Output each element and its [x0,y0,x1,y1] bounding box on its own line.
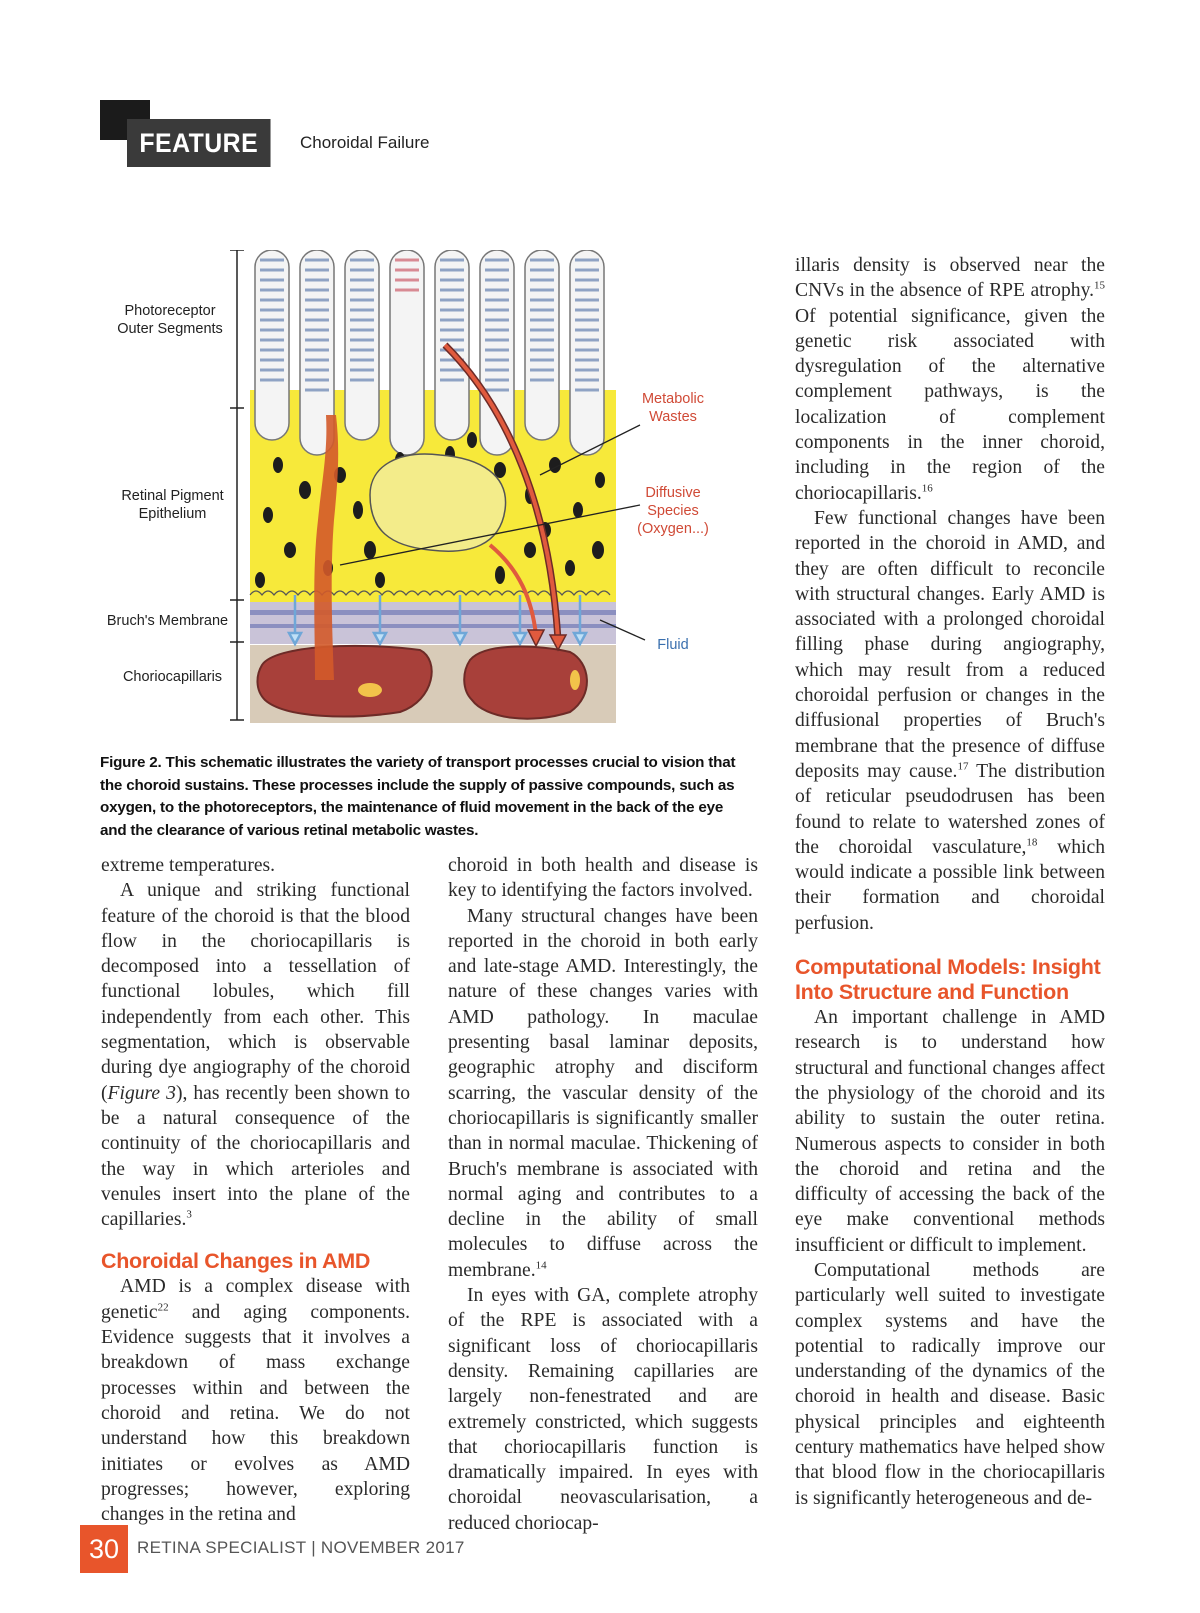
citation: 22 [157,1301,169,1314]
citation: 16 [921,482,933,495]
paragraph: Many structural changes have been reported in the choroid in both early and late-stage AMD. Interestingly, the nature of these changes varies with AMD pathology. In maculae presenting basal laminar deposits, geographic atrophy and disciform scarring, the vascular density of the choriocapillaris is significantly smaller than in normal maculae. Thickening of Bruch's membrane is associated with normal aging and contributes to a decline in the ability of small molecules to diffuse across the membrane.$^{14}$ [448,905,758,1281]
section-badge: FEATURE [127,119,271,167]
paragraph: An important challenge in AMD research is to understand how structural and functional changes affect the physiology of the choroid and its ability to sustain the outer retina. Numerous aspects to consider in both the choroid and retina and the difficulty of accessing the back of the eye make conventional methods insufficient or difficult to implement. [795,1007,1105,1256]
paragraph: illaris density is observed near the CNVs in the absence of RPE atrophy.$^{15}$ Of potential significance, given the genetic risk associated with dysregulation of the alternative complement pathways, is the localization of complement components in the inner choroid, including in the region of the choriocapillaris.$^{16}$ [795,255,1105,504]
paragraph: extreme temperatures. [101,855,276,876]
page-number: 30 [80,1525,128,1573]
paragraph: Computational methods are particularly well suited to investigate complex systems and have the potential to radically improve our understanding of the dynamics of the choroid in health and disease. Basic physical principles and eighteenth century mathematics have helped show that blood flow in the choriocapillaris is significantly heterogeneous and de- [795,1259,1105,1509]
citation: 17 [957,760,969,773]
paragraph: Few functional changes have been reported in the choroid in AMD, and they are often difficult to reconcile with structural changes. Early AMD is associated with a prolonged choroidal filling phase during angiography, which may result from a reduced choroidal perfusion or changes in the diffusional properties of Bruch's membrane that the presence of diffuse deposits may cause.$^{17}$ The distribution of reticular pseudodrusen has been found to relate to watershed zones of the choroidal vasculature,$^{18}$ which would indicate a possible link between their formation and choroidal perfusion. [795,507,1105,934]
paragraph: In eyes with GA, complete atrophy of the RPE is associated with a significant loss of choriocapillaris density. Remaining capillaries are largely non-fenestrated and are extremely constricted, which suggests that choriocapillaris function is dramatically impaired. In eyes with choroidal neovascularisation, a reduced choriocap- [448,1285,758,1534]
figure-caption: Figure 2. This schematic illustrates the variety of transport processes crucial to vision that the choroid sustains. These processes include the supply of passive compounds, such as oxygen, to the photoreceptors, the maintenance of fluid movement in the back of the eye and the clearance of various retinal metabolic wastes. [100,754,736,839]
paragraph: AMD is a complex disease with genetic$^{22}$ and aging components. Evidence suggests that it involves a breakdown of mass exchange processes within and between the choroid and retina. We do not understand how this breakdown initiates or evolves as AMD progresses; however, exploring changes in the retina and [101,1276,410,1526]
citation: 3 [186,1208,192,1221]
citation: 18 [1026,836,1038,849]
label-bruchs-membrane: Bruch's Membrane [106,613,229,629]
rpe-nucleus [370,454,506,551]
article-column-3 [795,253,1105,1511]
label-choriocapillaris: Choriocapillaris [122,669,223,685]
section-heading: Computational Models: Insight Into Structure and Function [795,955,1101,1005]
paragraph: choroid in both health and disease is key to identifying the factors involved. [448,855,758,902]
figure-reference: Figure 3 [107,1082,176,1104]
capillary-right [464,647,587,719]
citation: 14 [535,1259,547,1272]
label-fluid: Fluid [657,637,689,653]
label-photoreceptor: Photoreceptor Outer Segments [117,303,223,337]
paragraph: A unique and striking functional feature of the choroid is that the blood flow in the choriocapillaris is decomposed into a tessellation of functional lobules, which fill independently from each other. This segmentation, which is observable during dye angiography of the choroid (Figure 3), has recently been shown to be a natural consequence of the continuity of the choriocapillaris and the way in which arterioles and venules insert into the plane of the capillaries.$^3$ [101,880,410,1231]
capillary-left [257,646,431,717]
section-subtitle: Choroidal Failure [300,133,430,152]
citation: 15 [1094,279,1105,292]
article-column-2 [448,853,758,1536]
article-column-1 [101,853,410,1527]
label-diffusive-species: Diffusive Species (Oxygen...) [637,485,709,537]
section-heading: Choroidal Changes in AMD [101,1249,371,1274]
label-metabolic-wastes: Metabolic Wastes [641,391,705,425]
label-rpe: Retinal Pigment Epithelium [121,488,224,522]
publication-footer: RETINA SPECIALIST | NOVEMBER 2017 [137,1538,465,1557]
figure-2-schematic [100,250,740,740]
